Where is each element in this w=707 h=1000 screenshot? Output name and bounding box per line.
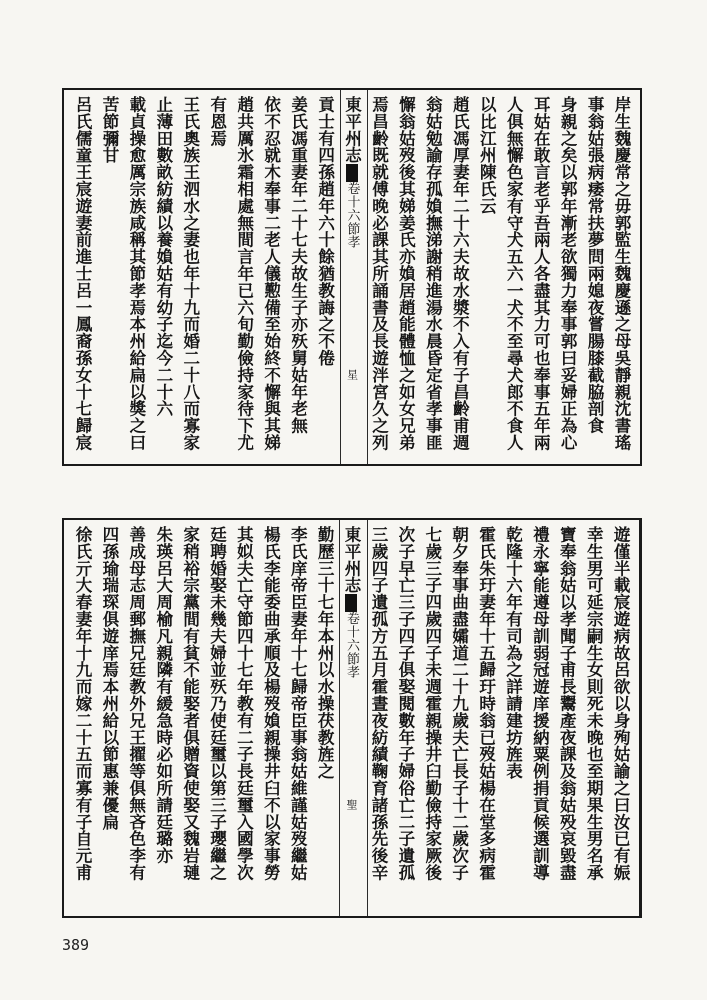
bottom-text-block bbox=[62, 518, 642, 918]
text-column: 善成母志周郵撫兄廷教外兄王擢等俱無吝色李有 bbox=[126, 526, 146, 881]
text-column: 朱瑛呂大周榆凡親隣有緩急時必如所請廷璐亦 bbox=[153, 526, 173, 864]
text-column: 事翁姑張病痿常扶夢問兩媳夜嘗腸膝截脇剖食 bbox=[585, 96, 605, 434]
text-column: 以比江州陳氏云 bbox=[477, 96, 497, 215]
book-title: 東平州志 bbox=[342, 526, 362, 594]
text-column: 身親之矣以郭年漸老欲獨力奉事郭曰妥婦正為心 bbox=[558, 96, 578, 451]
text-column: 幸生男可延宗嗣生女則死未晚也至期果生男名承 bbox=[584, 526, 604, 881]
text-column: 李氏庠帝臣妻年十七歸帝臣事翁姑維謹姑歿繼姑 bbox=[288, 526, 308, 881]
text-column: 焉昌齡既就傅晚必課其所誦書及長遊泮宮久之列 bbox=[369, 96, 389, 451]
text-column: 懈翁姑歿後其娣姜氏亦媍居趙能體恤之如女兄弟 bbox=[396, 96, 416, 451]
text-column: 次子早亡三子四子俱娶閱數年子婦俗亡二子遺孤 bbox=[395, 526, 415, 881]
column-rule bbox=[367, 520, 368, 916]
column-rule bbox=[367, 90, 368, 464]
text-column: 其姒夫亡守節四十七年教有二子長廷璽入國學次 bbox=[234, 526, 254, 881]
text-column: 姜氏馮重妻年二十七夫故生子亦殀舅姑年老無 bbox=[288, 96, 308, 434]
text-column: 乾隆十六年有司為之詳請建坊旌表 bbox=[503, 526, 523, 780]
text-column: 貢士有四孫趙年六十餘猶教誨之不倦 bbox=[315, 96, 335, 367]
text-column: 載貞操愈厲宗族咸稱其節孝焉本州給扁以獎之曰 bbox=[126, 96, 146, 451]
text-column: 翁姑勉諭存孤媍撫涕謝稍進湯水晨昏定省孝事匪 bbox=[423, 96, 443, 451]
text-column: 人俱無懈色家有守犬五六一犬不至尋犬郎不食人 bbox=[504, 96, 524, 451]
text-column: 三歲四子遺孤方五月霍晝夜紡績鞠育諸孫先後辛 bbox=[368, 526, 388, 881]
text-column: 朝夕奉事曲盡孀道二十九歲夫亡長子十二歲次子 bbox=[449, 526, 469, 881]
text-column: 止薄田數畝紡績以養媍姑有幼子迄今二十六 bbox=[153, 96, 173, 418]
fish-tail-mark-icon bbox=[345, 594, 357, 612]
text-column: 七歲三子四歲四子未週霍親操井臼勤儉持家厥後 bbox=[422, 526, 442, 881]
center-column bbox=[341, 526, 362, 910]
text-column: 耳姑在敢言老乎吾兩人各盡其力可也奉事五年兩 bbox=[531, 96, 551, 451]
text-column: 霍氏朱玗妻年十五歸玗時翁已歿姑楊在堂多病霍 bbox=[476, 526, 496, 881]
text-column: 徐氏亓大春妻年十九而嫁二十五而寡有子自元甫 bbox=[73, 526, 92, 881]
top-text-block bbox=[62, 88, 642, 466]
text-column: 家稍裕宗黨間有貧不能娶者俱贈資使娶又魏岩璉 bbox=[180, 526, 200, 881]
text-column: 呂氏儒童王宸遊妻前進士呂一鳳裔孫女十七歸宸 bbox=[73, 96, 92, 451]
text-column: 四孫瑜瑞琛俱遊庠焉本州給以節惠兼優扁 bbox=[99, 526, 119, 831]
chapter-label: 卷十六 bbox=[344, 611, 360, 652]
text-column: 遊僅半載宸遊病故呂欲以身殉姑諭之曰汝已有娠 bbox=[611, 526, 631, 881]
folio-label: 星 bbox=[345, 368, 359, 381]
fish-tail-mark-icon bbox=[346, 164, 358, 182]
text-column: 趙氏馮厚妻年二十六夫故水漿不入有子昌齡甫週 bbox=[450, 96, 470, 451]
section-label: 節孝 bbox=[344, 221, 360, 249]
text-column: 岸生魏慶常之毋郭監生魏慶遜之母吳靜親沈書瑤 bbox=[612, 96, 632, 451]
text-column: 禮永寧能遵母訓弱冠遊庠援納粟例捐貢候選訓導 bbox=[530, 526, 550, 881]
text-column: 寶奉翁姑以孝聞子甫長鬻產夜課及翁姑殁哀毀盡 bbox=[557, 526, 577, 881]
text-column: 勤歷三十七年本州以水操茯教旌之 bbox=[315, 526, 335, 780]
text-column: 趙共厲氷霜相處無間言年已六旬勤儉持家待下尤 bbox=[234, 96, 254, 451]
text-column: 王氏奧族王泗水之妻也年十九而婚二十八而寡家 bbox=[180, 96, 200, 451]
page-number: 389 bbox=[62, 936, 90, 954]
column-rule bbox=[340, 90, 341, 464]
section-label: 節孝 bbox=[344, 651, 360, 679]
text-column: 有恩焉 bbox=[207, 96, 227, 147]
text-column: 依不忍就木奉事二老人儀懃備至始終不懈與其娣 bbox=[261, 96, 281, 451]
folio-label: 聖 bbox=[345, 798, 359, 811]
center-column bbox=[342, 96, 363, 458]
column-rule bbox=[339, 520, 340, 916]
text-column: 廷聘婚娶未幾夫婦並殀乃使廷璽以第三子瓔繼之 bbox=[207, 526, 227, 881]
book-title: 東平州志 bbox=[342, 96, 362, 164]
text-column: 楊氏李能委曲承順及楊歿媍親操井臼不以家事勞 bbox=[261, 526, 281, 881]
text-column: 苦節彌甘 bbox=[99, 96, 119, 164]
chapter-label: 卷十六 bbox=[344, 181, 360, 222]
